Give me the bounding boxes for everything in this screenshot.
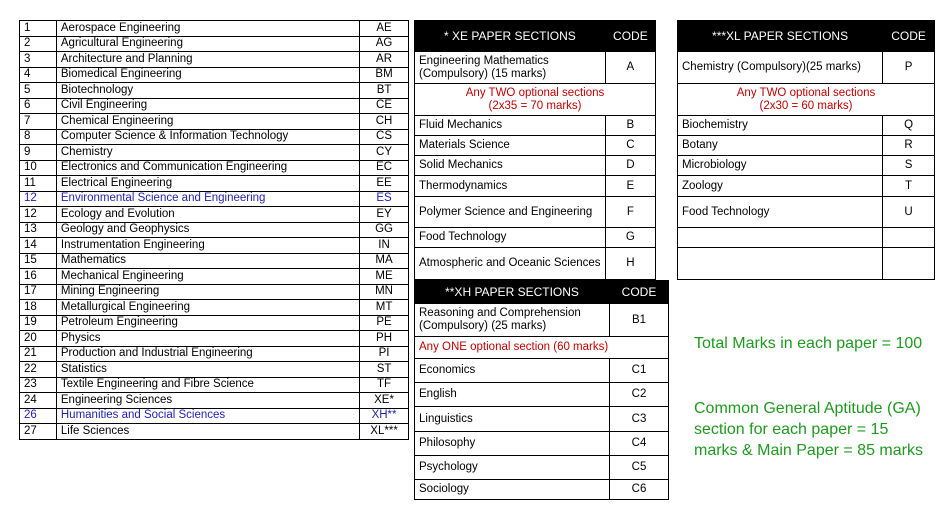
paper-name: Production and Industrial Engineering [56, 346, 359, 362]
paper-name: Life Sciences [56, 424, 359, 440]
xh-section-name: Sociology [415, 480, 610, 500]
xh-compulsory-code: B1 [610, 304, 669, 337]
paper-row [20, 52, 409, 68]
xl-sections-body [678, 116, 935, 280]
paper-name: Electronics and Communication Engineering [56, 160, 359, 176]
xh-section-code: C6 [610, 480, 669, 500]
xl-section-name [678, 228, 883, 248]
xl-section-row [678, 116, 935, 136]
paper-number: 13 [20, 222, 57, 238]
xh-header: **XH PAPER SECTIONS [415, 281, 610, 304]
paper-code: BM [360, 67, 409, 83]
paper-row [20, 98, 409, 114]
paper-code: EE [360, 176, 409, 192]
ga-section-note: Common General Aptitude (GA) section for each paper = 15 marks & Main Paper = 85 marks [694, 400, 923, 459]
paper-name: Biotechnology [56, 83, 359, 99]
xh-section-row [415, 480, 669, 500]
xl-section-name: Botany [678, 136, 883, 156]
paper-code: MN [360, 284, 409, 300]
paper-code: CS [360, 129, 409, 145]
paper-code: TF [360, 377, 409, 393]
paper-row [20, 222, 409, 238]
xh-section-row [415, 359, 669, 383]
xh-sections-body [415, 359, 669, 500]
paper-code: BT [360, 83, 409, 99]
paper-row [20, 83, 409, 99]
xe-optional-note: Any TWO optional sections (2x35 = 70 marks) [415, 84, 656, 116]
paper-number: 20 [20, 331, 57, 347]
paper-code: AR [360, 52, 409, 68]
xe-header: * XE PAPER SECTIONS [415, 21, 606, 52]
xh-code-header: CODE [610, 281, 669, 304]
paper-name: Civil Engineering [56, 98, 359, 114]
xl-section-name [678, 248, 883, 280]
paper-code: AG [360, 36, 409, 52]
paper-row [20, 300, 409, 316]
xl-compulsory-code: P [883, 52, 935, 84]
paper-name: Textile Engineering and Fibre Science [56, 377, 359, 393]
xl-section-code: S [883, 156, 935, 176]
paper-row [20, 67, 409, 83]
paper-number: 27 [20, 424, 57, 440]
total-marks-note: Total Marks in each paper = 100 [694, 335, 923, 352]
xe-sections-body [415, 116, 656, 280]
paper-name: Metallurgical Engineering [56, 300, 359, 316]
xl-section-code [883, 228, 935, 248]
paper-code: ES [360, 191, 409, 207]
xh-section-row [415, 407, 669, 432]
paper-number: 17 [20, 284, 57, 300]
paper-name: Engineering Sciences [56, 393, 359, 409]
paper-row [20, 331, 409, 347]
paper-code: GG [360, 222, 409, 238]
paper-name: Mining Engineering [56, 284, 359, 300]
paper-code: ST [360, 362, 409, 378]
paper-code: PI [360, 346, 409, 362]
xl-header: ***XL PAPER SECTIONS [678, 21, 883, 52]
paper-code: CY [360, 145, 409, 161]
xh-section-row [415, 456, 669, 480]
paper-row [20, 377, 409, 393]
paper-code: PE [360, 315, 409, 331]
paper-row [20, 176, 409, 192]
paper-number: 2 [20, 36, 57, 52]
paper-name: Electrical Engineering [56, 176, 359, 192]
xl-section-name: Microbiology [678, 156, 883, 176]
paper-name: Biomedical Engineering [56, 67, 359, 83]
paper-number: 23 [20, 377, 57, 393]
paper-row [20, 424, 409, 440]
paper-number: 22 [20, 362, 57, 378]
paper-number: 11 [20, 176, 57, 192]
xe-section-name: Polymer Science and Engineering [415, 197, 606, 228]
paper-code: XL*** [360, 424, 409, 440]
paper-code: CE [360, 98, 409, 114]
paper-name: Chemical Engineering [56, 114, 359, 130]
xh-section-code: C4 [610, 432, 669, 456]
xl-section-row [678, 136, 935, 156]
xe-section-code: E [605, 176, 655, 197]
paper-number: 8 [20, 129, 57, 145]
paper-row [20, 393, 409, 409]
xe-section-row [415, 228, 656, 248]
paper-name: Ecology and Evolution [56, 207, 359, 223]
paper-code: CH [360, 114, 409, 130]
paper-number: 10 [20, 160, 57, 176]
xh-section-name: Economics [415, 359, 610, 383]
paper-row [20, 238, 409, 254]
xe-section-code: C [605, 136, 655, 156]
paper-name: Agricultural Engineering [56, 36, 359, 52]
paper-number: 4 [20, 67, 57, 83]
paper-number: 18 [20, 300, 57, 316]
paper-number: 16 [20, 269, 57, 285]
paper-name: Aerospace Engineering [56, 21, 359, 37]
xe-section-name: Food Technology [415, 228, 606, 248]
xe-section-code: B [605, 116, 655, 136]
xl-compulsory-name: Chemistry (Compulsory)(25 marks) [678, 52, 883, 84]
xe-section-row [415, 176, 656, 197]
xe-section-name: Atmospheric and Oceanic Sciences [415, 248, 606, 280]
xl-section-row [678, 156, 935, 176]
paper-number: 3 [20, 52, 57, 68]
paper-code: XH** [360, 408, 409, 424]
xh-section-code: C1 [610, 359, 669, 383]
paper-name: Environmental Science and Engineering [56, 191, 359, 207]
xe-section-row [415, 156, 656, 176]
xh-section-name: English [415, 383, 610, 407]
xl-section-name: Biochemistry [678, 116, 883, 136]
xh-section-row [415, 432, 669, 456]
xh-section-name: Philosophy [415, 432, 610, 456]
xe-section-row [415, 136, 656, 156]
paper-row [20, 269, 409, 285]
paper-name: Geology and Geophysics [56, 222, 359, 238]
paper-number: 12 [20, 191, 57, 207]
xh-section-code: C2 [610, 383, 669, 407]
paper-name: Architecture and Planning [56, 52, 359, 68]
xl-section-row [678, 197, 935, 228]
paper-number: 26 [20, 408, 57, 424]
papers-table [19, 20, 409, 440]
xe-sections-table [414, 20, 656, 280]
papers-table-body [20, 21, 409, 440]
paper-code: PH [360, 331, 409, 347]
xe-section-name: Fluid Mechanics [415, 116, 606, 136]
paper-name: Computer Science & Information Technology [56, 129, 359, 145]
paper-code: AE [360, 21, 409, 37]
xh-section-code: C5 [610, 456, 669, 480]
paper-row [20, 362, 409, 378]
xe-section-row [415, 197, 656, 228]
xl-section-name: Food Technology [678, 197, 883, 228]
paper-code: ME [360, 269, 409, 285]
xe-section-code: D [605, 156, 655, 176]
paper-row [20, 160, 409, 176]
paper-row [20, 207, 409, 223]
paper-number: 5 [20, 83, 57, 99]
xh-section-name: Linguistics [415, 407, 610, 432]
paper-number: 12 [20, 207, 57, 223]
xl-optional-note: Any TWO optional sections (2x30 = 60 marks) [678, 84, 935, 116]
xl-section-name: Zoology [678, 176, 883, 197]
paper-number: 7 [20, 114, 57, 130]
paper-name: Physics [56, 331, 359, 347]
xe-section-row [415, 248, 656, 280]
xh-compulsory-name: Reasoning and Comprehension (Compulsory) (25 marks) [415, 304, 610, 337]
paper-row [20, 315, 409, 331]
paper-row [20, 253, 409, 269]
xe-section-code: F [605, 197, 655, 228]
xe-compulsory-code: A [605, 52, 655, 84]
xl-sections-table [677, 20, 935, 280]
paper-row [20, 284, 409, 300]
xl-section-row [678, 248, 935, 280]
paper-name: Chemistry [56, 145, 359, 161]
xl-section-code: Q [883, 116, 935, 136]
xe-section-code: H [605, 248, 655, 280]
paper-name: Statistics [56, 362, 359, 378]
paper-name: Petroleum Engineering [56, 315, 359, 331]
paper-number: 19 [20, 315, 57, 331]
xh-section-name: Psychology [415, 456, 610, 480]
xl-section-code: U [883, 197, 935, 228]
paper-row [20, 114, 409, 130]
xh-optional-note: Any ONE optional section (60 marks) [415, 337, 669, 359]
xe-code-header: CODE [605, 21, 655, 52]
xl-section-code: T [883, 176, 935, 197]
xh-sections-table [414, 280, 669, 500]
xl-code-header: CODE [883, 21, 935, 52]
xe-section-code: G [605, 228, 655, 248]
xe-section-name: Materials Science [415, 136, 606, 156]
paper-code: XE* [360, 393, 409, 409]
paper-name: Instrumentation Engineering [56, 238, 359, 254]
xe-section-name: Thermodynamics [415, 176, 606, 197]
xl-section-row [678, 228, 935, 248]
xe-section-name: Solid Mechanics [415, 156, 606, 176]
paper-name: Mechanical Engineering [56, 269, 359, 285]
paper-code: MT [360, 300, 409, 316]
paper-name: Mathematics [56, 253, 359, 269]
paper-row [20, 36, 409, 52]
xl-section-code: R [883, 136, 935, 156]
paper-number: 1 [20, 21, 57, 37]
xh-section-code: C3 [610, 407, 669, 432]
paper-row [20, 21, 409, 37]
paper-number: 21 [20, 346, 57, 362]
paper-row [20, 191, 409, 207]
xl-section-row [678, 176, 935, 197]
xl-section-code [883, 248, 935, 280]
paper-number: 9 [20, 145, 57, 161]
paper-number: 14 [20, 238, 57, 254]
xh-section-row [415, 383, 669, 407]
paper-code: MA [360, 253, 409, 269]
paper-row [20, 408, 409, 424]
paper-number: 6 [20, 98, 57, 114]
paper-number: 24 [20, 393, 57, 409]
paper-number: 15 [20, 253, 57, 269]
xe-section-row [415, 116, 656, 136]
paper-name: Humanities and Social Sciences [56, 408, 359, 424]
paper-row [20, 346, 409, 362]
paper-code: IN [360, 238, 409, 254]
paper-code: EY [360, 207, 409, 223]
xe-compulsory-name: Engineering Mathematics (Compulsory) (15 marks) [415, 52, 606, 84]
paper-code: EC [360, 160, 409, 176]
paper-row [20, 129, 409, 145]
paper-row [20, 145, 409, 161]
